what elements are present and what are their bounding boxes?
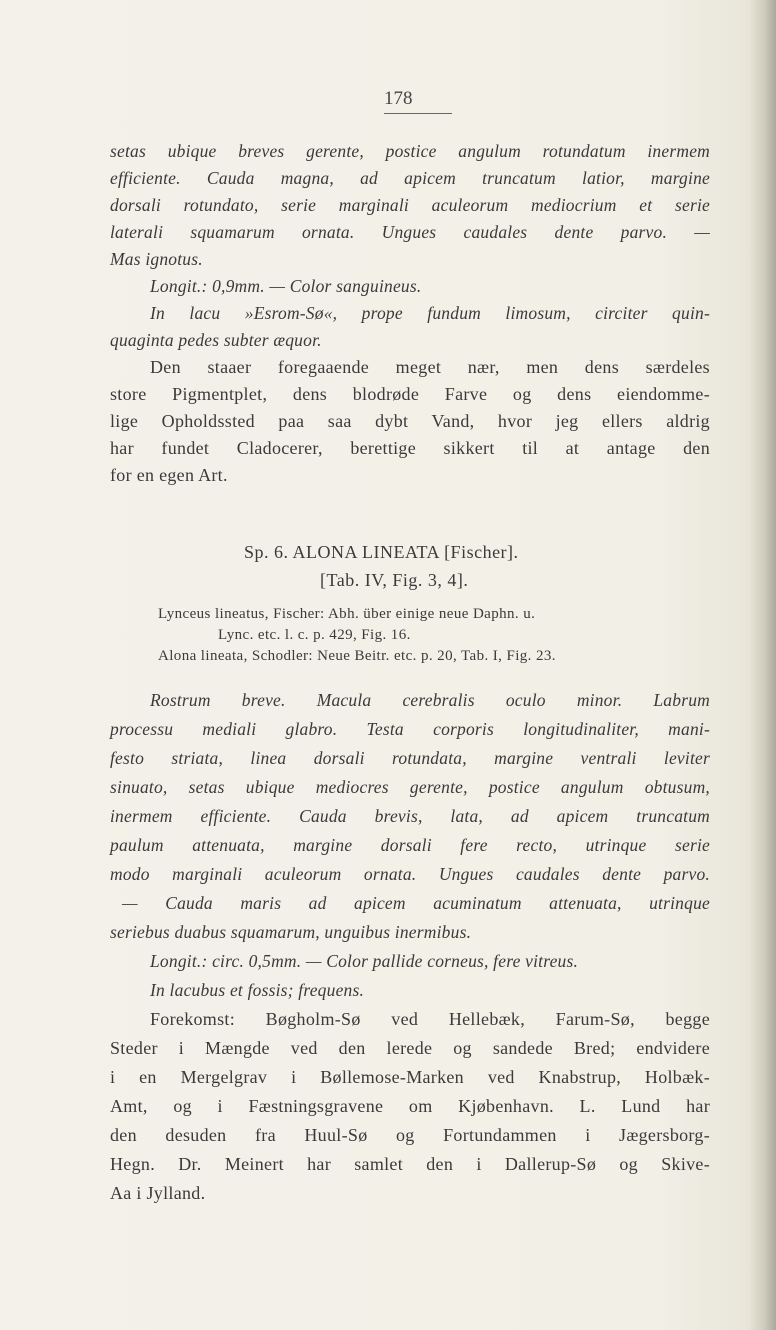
description-line: seriebus duabus squamarum, unguibus inermibus. xyxy=(110,922,472,942)
upper-text-block xyxy=(110,138,710,489)
occurrence-line: Aa i Jylland. xyxy=(110,1183,206,1203)
synonym-line: Lynceus lineatus, Fischer: Abh. über einige neue Daphn. u. xyxy=(158,606,536,622)
length-line: Longit.: circ. 0,5mm. — Color pallide corneus, fere vitreus. xyxy=(150,951,579,971)
synonymy-block xyxy=(158,604,718,667)
description-line: modo marginali aculeorum ornata. Ungues caudales dente parvo. xyxy=(110,864,710,884)
occurrence-line: i en Mergelgrav i Bøllemose-Marken ved Knabstrup, Holbæk- xyxy=(110,1067,710,1087)
synonym-line: Alona lineata, Schodler: Neue Beitr. etc. p. 20, Tab. I, Fig. 23. xyxy=(158,648,556,664)
danish-line: store Pigmentplet, dens blodrøde Farve og dens eiendomme- xyxy=(110,384,710,404)
danish-line: lige Opholdssted paa saa dybt Vand, hvor jeg ellers aldrig xyxy=(110,411,710,431)
danish-line: Den staaer foregaaende meget nær, men dens særdeles xyxy=(150,357,710,377)
latin-line: dorsali rotundato, serie marginali aculeorum mediocrium et serie xyxy=(110,195,710,215)
page-edge-shadow xyxy=(750,0,776,1330)
species-heading-plate: [Tab. IV, Fig. 3, 4]. xyxy=(320,570,469,590)
danish-line: for en egen Art. xyxy=(110,465,228,485)
habitat-line: In lacubus et fossis; frequens. xyxy=(150,980,365,1000)
description-line: processu mediali glabro. Testa corporis longitudinaliter, mani- xyxy=(110,719,710,739)
latin-line: laterali squamarum ornata. Ungues caudales dente parvo. — xyxy=(110,222,710,242)
occurrence-line: Hegn. Dr. Meinert har samlet den i Dallerup-Sø og Skive- xyxy=(110,1154,710,1174)
description-line: Rostrum breve. Macula cerebralis oculo minor. Labrum xyxy=(150,690,710,710)
occurrence-line: den desuden fra Huul-Sø og Fortundammen i Jægersborg- xyxy=(110,1125,710,1145)
description-line: — Cauda maris ad apicem acuminatum attenuata, utrinque xyxy=(122,893,710,913)
occurrence-line: Steder i Mængde ved den lerede og sandede Bred; endvidere xyxy=(110,1038,710,1058)
species-heading xyxy=(244,538,644,594)
description-line: paulum attenuata, margine dorsali fere recto, utrinque serie xyxy=(110,835,710,855)
latin-line: setas ubique breves gerente, postice angulum rotundatum inermem xyxy=(110,141,710,161)
description-line: sinuato, setas ubique mediocres gerente, postice angulum obtusum, xyxy=(110,777,710,797)
description-line: inermem efficiente. Cauda brevis, lata, ad apicem truncatum xyxy=(110,806,710,826)
description-line: festo striata, linea dorsali rotundata, margine ventrali leviter xyxy=(110,748,710,768)
latin-line: efficiente. Cauda magna, ad apicem truncatum latior, margine xyxy=(110,168,710,188)
synonym-line: Lync. etc. l. c. p. 429, Fig. 16. xyxy=(218,627,411,643)
length-line: Longit.: 0,9mm. — Color sanguineus. xyxy=(150,276,422,296)
description-block xyxy=(110,686,710,1208)
habitat-line: quaginta pedes subter æquor. xyxy=(110,330,322,350)
species-heading-title: Sp. 6. ALONA LINEATA [Fischer]. xyxy=(244,542,519,562)
danish-line: har fundet Cladocerer, berettige sikkert til at antage den xyxy=(110,438,710,458)
occurrence-line: Forekomst: Bøgholm-Sø ved Hellebæk, Farum-Sø, begge xyxy=(150,1009,710,1029)
latin-line: Mas ignotus. xyxy=(110,249,203,269)
habitat-line: In lacu »Esrom-Sø«, prope fundum limosum, circiter quin- xyxy=(150,303,710,323)
page-number-rule xyxy=(384,113,452,114)
occurrence-line: Amt, og i Fæstningsgravene om Kjøbenhavn. L. Lund har xyxy=(110,1096,710,1116)
page-number: 178 xyxy=(384,88,413,109)
